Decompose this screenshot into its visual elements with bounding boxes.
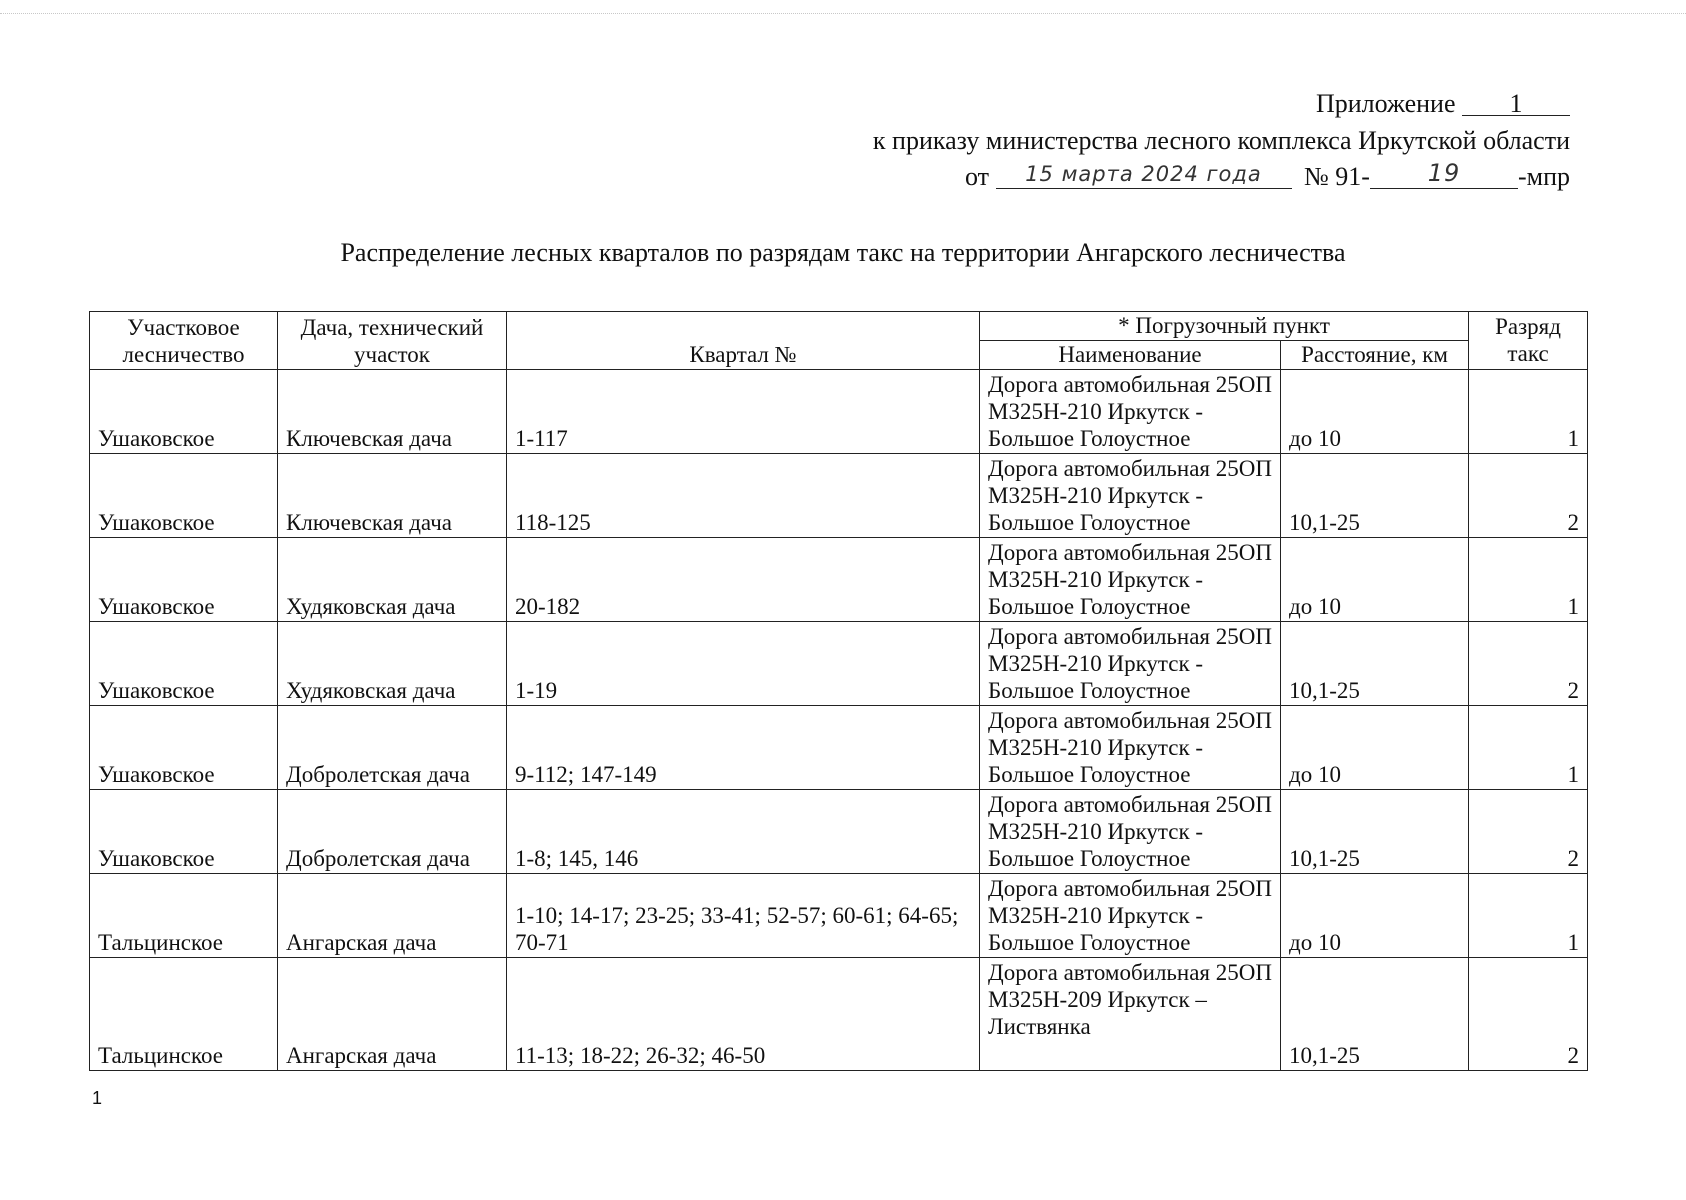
cell-rank: 1 [1469, 370, 1588, 454]
cell-district: Ушаковское [90, 454, 278, 538]
cell-loading-name: Дорога автомобильная 25ОП М325Н-209 Иркутск – Листвянка [980, 958, 1281, 1071]
quarters-table [89, 311, 1588, 1071]
order-reference: к приказу министерства лесного комплекса Иркутской области [872, 126, 1570, 155]
cell-distance: до 10 [1281, 874, 1469, 958]
cell-loading-name: Дорога автомобильная 25ОП М325Н-210 Иркутск - Большое Голоустное [980, 622, 1281, 706]
cell-district: Тальцинское [90, 958, 278, 1071]
cell-loading-name: Дорога автомобильная 25ОП М325Н-210 Иркутск - Большое Голоустное [980, 454, 1281, 538]
appendix-number: 1 [1509, 89, 1523, 118]
cell-loading-name: Дорога автомобильная 25ОП М325Н-210 Иркутск - Большое Голоустное [980, 874, 1281, 958]
number-prefix: № 91- [1304, 162, 1370, 191]
cell-dacha: Худяковская дача [278, 622, 507, 706]
cell-rank: 1 [1469, 706, 1588, 790]
cell-district: Ушаковское [90, 370, 278, 454]
cell-quarter: 1-8; 145, 146 [507, 790, 980, 874]
table-row [90, 874, 1588, 958]
cell-rank: 2 [1469, 622, 1588, 706]
cell-distance: до 10 [1281, 538, 1469, 622]
header-dacha: Дача, технический участок [278, 312, 507, 370]
cell-rank: 1 [1469, 874, 1588, 958]
cell-dacha: Добролетская дача [278, 790, 507, 874]
cell-district: Ушаковское [90, 790, 278, 874]
page-number: 1 [92, 1088, 103, 1108]
cell-dacha: Добролетская дача [278, 706, 507, 790]
top-scan-edge [0, 13, 1686, 14]
cell-district: Ушаковское [90, 538, 278, 622]
cell-distance: до 10 [1281, 370, 1469, 454]
table-row [90, 454, 1588, 538]
cell-dacha: Ключевская дача [278, 370, 507, 454]
cell-dacha: Ключевская дача [278, 454, 507, 538]
cell-quarter: 11-13; 18-22; 26-32; 46-50 [507, 958, 980, 1071]
table-row [90, 706, 1588, 790]
number-blank [1370, 159, 1518, 189]
cell-loading-name: Дорога автомобильная 25ОП М325Н-210 Иркутск - Большое Голоустное [980, 790, 1281, 874]
cell-distance: 10,1-25 [1281, 622, 1469, 706]
table-row [90, 790, 1588, 874]
cell-loading-name: Дорога автомобильная 25ОП М325Н-210 Иркутск - Большое Голоустное [980, 706, 1281, 790]
cell-rank: 2 [1469, 454, 1588, 538]
cell-district: Ушаковское [90, 706, 278, 790]
cell-quarter: 9-112; 147-149 [507, 706, 980, 790]
cell-district: Ушаковское [90, 622, 278, 706]
cell-quarter: 118-125 [507, 454, 980, 538]
cell-dacha: Худяковская дача [278, 538, 507, 622]
header-loading-point: * Погрузочный пункт [980, 312, 1469, 341]
cell-district: Тальцинское [90, 874, 278, 958]
handwritten-date: 15 марта 2024 года [1025, 162, 1262, 186]
handwritten-number: 19 [1427, 159, 1461, 187]
cell-distance: 10,1-25 [1281, 790, 1469, 874]
table-row [90, 538, 1588, 622]
cell-quarter: 1-10; 14-17; 23-25; 33-41; 52-57; 60-61; 64-65; 70-71 [507, 874, 980, 958]
table-row [90, 958, 1588, 1071]
cell-rank: 2 [1469, 790, 1588, 874]
cell-quarter: 20-182 [507, 538, 980, 622]
appendix-number-blank [1462, 89, 1570, 116]
cell-distance: до 10 [1281, 706, 1469, 790]
cell-quarter: 1-117 [507, 370, 980, 454]
appendix-line [1316, 89, 1570, 119]
table-row [90, 370, 1588, 454]
header-district: Участковое лесничество [90, 312, 278, 370]
order-date-number-line [964, 159, 1570, 192]
cell-loading-name: Дорога автомобильная 25ОП М325Н-210 Иркутск - Большое Голоустное [980, 538, 1281, 622]
date-prefix: от [964, 162, 989, 191]
appendix-label: Приложение [1315, 89, 1456, 118]
cell-dacha: Ангарская дача [278, 958, 507, 1071]
cell-rank: 2 [1469, 958, 1588, 1071]
document-title: Распределение лесных кварталов по разрядам такс на территории Ангарского лесничества [340, 238, 1346, 267]
cell-distance: 10,1-25 [1281, 958, 1469, 1071]
table-row [90, 622, 1588, 706]
date-blank [996, 162, 1292, 189]
number-suffix: -мпр [1517, 162, 1570, 191]
header-distance: Расстояние, км [1281, 341, 1469, 370]
cell-dacha: Ангарская дача [278, 874, 507, 958]
header-name: Наименование [980, 341, 1281, 370]
cell-quarter: 1-19 [507, 622, 980, 706]
header-quarter: Квартал № [507, 312, 980, 370]
cell-rank: 1 [1469, 538, 1588, 622]
header-rank: Разряд такс [1469, 312, 1588, 370]
cell-loading-name: Дорога автомобильная 25ОП М325Н-210 Иркутск - Большое Голоустное [980, 370, 1281, 454]
cell-distance: 10,1-25 [1281, 454, 1469, 538]
